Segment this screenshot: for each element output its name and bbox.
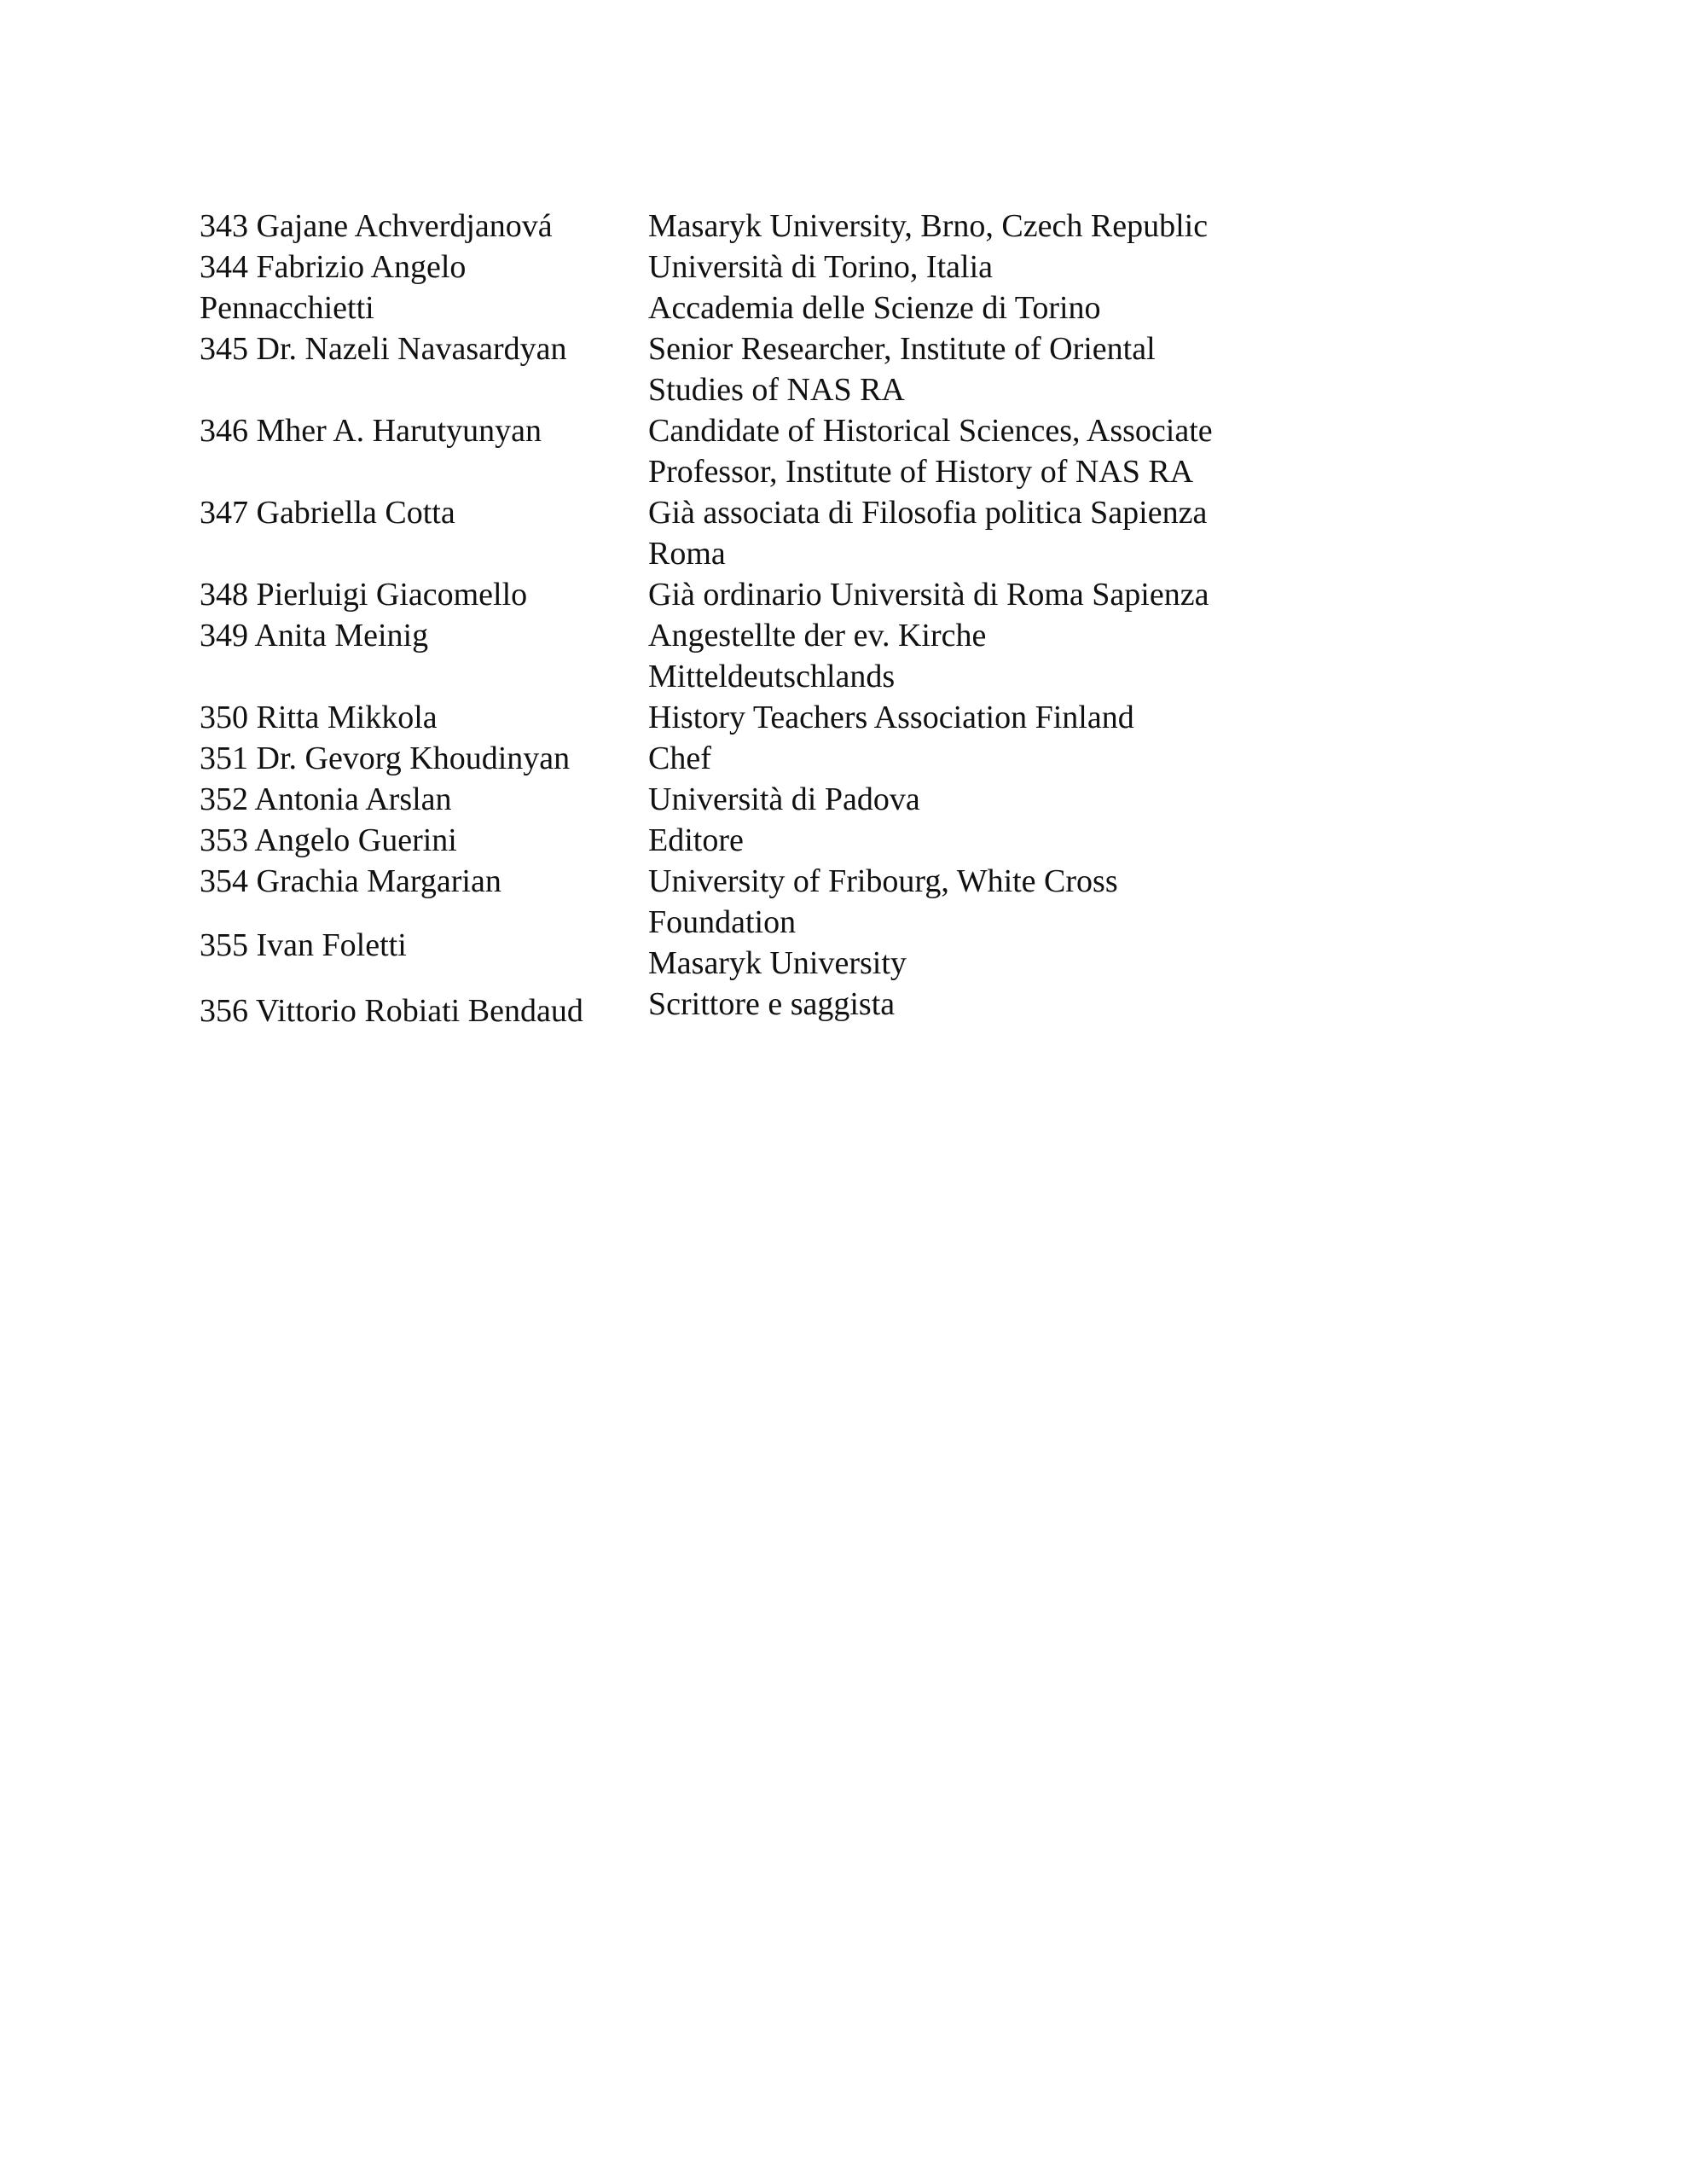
signatory-affiliation: History Teachers Association Finland — [648, 700, 1134, 735]
signatory-affiliation: Già ordinario Università di Roma Sapienza — [648, 577, 1209, 613]
signatory-affiliation: Chef — [648, 741, 711, 776]
signatory-name: 354 Grachia Margarian — [200, 863, 501, 899]
signatory-affiliation: Scrittore e saggista — [648, 986, 896, 1022]
signatory-name: 350 Ritta Mikkola — [200, 700, 438, 735]
signatory-name: 356 Vittorio Robiati Bendaud — [200, 993, 583, 1029]
signatory-affiliation-continuation: Studies of NAS RA — [648, 372, 905, 408]
signatory-affiliation: Senior Researcher, Institute of Oriental — [648, 331, 1156, 367]
signatory-name: 351 Dr. Gevorg Khoudinyan — [200, 741, 571, 776]
signatory-affiliation: Editore — [648, 822, 744, 858]
signatory-affiliation-continuation: Foundation — [648, 904, 797, 940]
signatory-affiliation-continuation: Professor, Institute of History of NAS RA — [648, 454, 1194, 490]
signatory-affiliation: Università di Torino, Italia — [648, 249, 993, 285]
signatory-affiliation-continuation: Roma — [648, 536, 726, 572]
signatory-name: 355 Ivan Foletti — [200, 927, 407, 963]
signatory-affiliation: Masaryk University — [648, 945, 907, 981]
signatory-name: 347 Gabriella Cotta — [200, 495, 455, 531]
signatory-affiliation: Università di Padova — [648, 781, 920, 817]
signatory-name: 352 Antonia Arslan — [200, 781, 452, 817]
signatory-affiliation: Candidate of Historical Sciences, Associate — [648, 413, 1213, 449]
signatory-affiliation-continuation: Accademia delle Scienze di Torino — [648, 290, 1101, 326]
signatory-affiliation: Masaryk University, Brno, Czech Republic — [648, 208, 1209, 244]
signatory-name: 344 Fabrizio Angelo — [200, 249, 467, 285]
signatory-name: 343 Gajane Achverdjanová — [200, 208, 553, 244]
signatory-affiliation: Già associata di Filosofia politica Sapienza — [648, 495, 1208, 531]
signatory-name: 346 Mher A. Harutyunyan — [200, 413, 542, 449]
signatory-name: 353 Angelo Guerini — [200, 822, 457, 858]
signatory-name: 348 Pierluigi Giacomello — [200, 577, 528, 613]
signatory-name: 349 Anita Meinig — [200, 618, 429, 653]
signatory-affiliation: University of Fribourg, White Cross — [648, 863, 1118, 899]
signatory-affiliation-continuation: Mitteldeutschlands — [648, 659, 896, 694]
signatory-affiliation: Angestellte der ev. Kirche — [648, 618, 987, 653]
signatory-name: 345 Dr. Nazeli Navasardyan — [200, 331, 567, 367]
signatory-name-continuation: Pennacchietti — [200, 290, 374, 326]
